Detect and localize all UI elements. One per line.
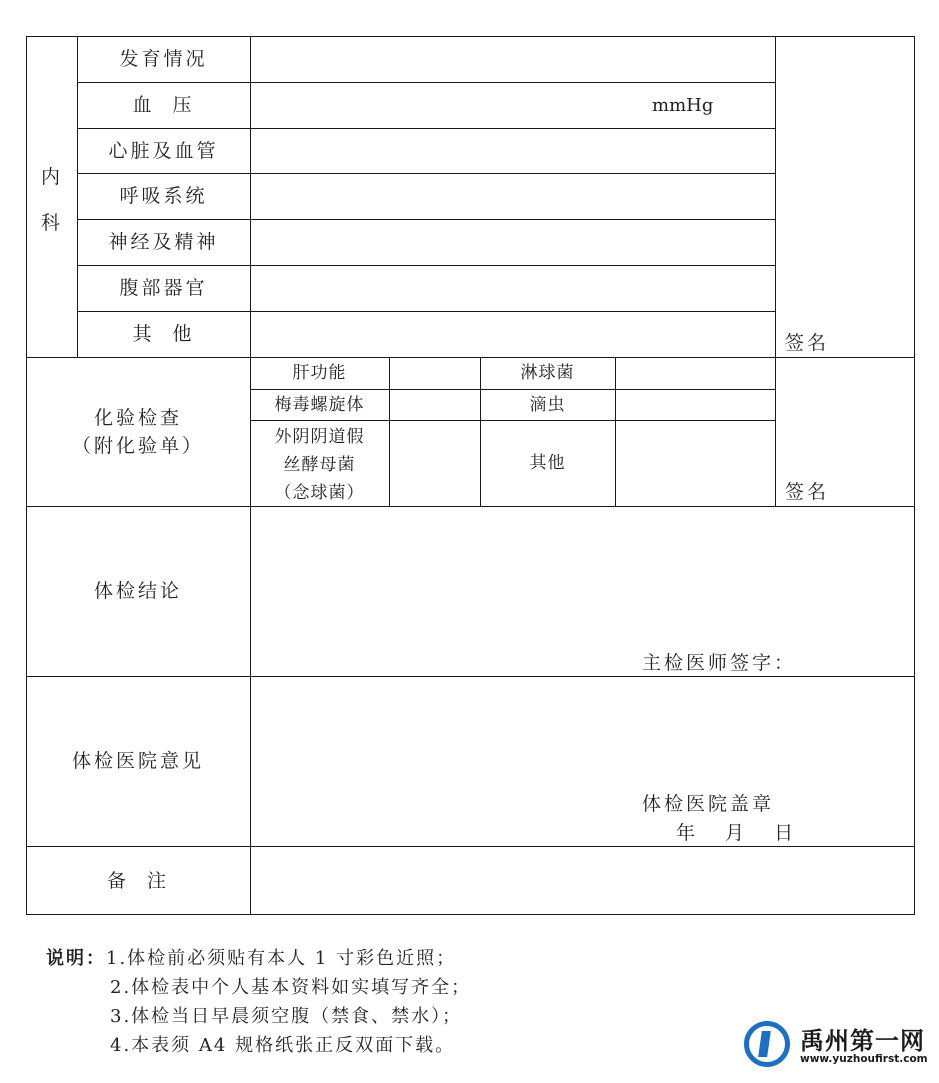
lab-item-liver: 肝功能 xyxy=(292,363,347,383)
internal-signature-label: 签名 xyxy=(785,332,830,354)
row-label-nervous: 神经及精神 xyxy=(108,231,219,253)
lab-item-candida-line2: 丝酵母菌 xyxy=(283,455,356,475)
lab-item-candida: 外阴阴道假 xyxy=(274,427,365,447)
grid-line xyxy=(26,357,915,358)
grid-line xyxy=(26,676,915,677)
logo-name: 禹州第一网 xyxy=(800,1027,925,1055)
conclusion-label: 体检结论 xyxy=(93,580,182,602)
lab-item-candida-line3: （念球菌） xyxy=(274,483,365,503)
grid-line xyxy=(250,420,775,421)
instruction-item: 3.体检当日早晨须空腹（禁食、禁水）； xyxy=(110,1006,463,1027)
logo-url: www.yuzhoufirst.com xyxy=(800,1053,928,1065)
grid-line xyxy=(250,389,775,390)
lab-signature-label: 签名 xyxy=(785,481,830,503)
doctor-signature-label: 主检医师签字： xyxy=(642,652,797,674)
row-label-abdominal: 腹部器官 xyxy=(119,277,208,299)
grid-line xyxy=(26,846,915,847)
instructions xyxy=(46,944,471,1060)
date-label: 年 月 日 xyxy=(676,822,800,844)
remarks-label: 备 注 xyxy=(106,870,170,892)
instruction-item: 2.体检表中个人基本资料如实填写齐全； xyxy=(110,977,472,998)
row-label-other: 其 他 xyxy=(132,323,195,345)
grid-line xyxy=(77,82,775,83)
instructions-label: 说明： xyxy=(46,948,106,969)
row-label-development: 发育情况 xyxy=(119,48,208,70)
grid-line xyxy=(26,506,915,507)
grid-line xyxy=(775,36,776,506)
grid-line xyxy=(77,128,775,129)
blood-pressure-unit: mmHg xyxy=(652,95,714,116)
lab-section-sublabel: （附化验单） xyxy=(71,435,204,457)
table-border-top xyxy=(26,36,915,37)
row-label-respiratory: 呼吸系统 xyxy=(119,185,208,207)
hospital-opinion-label: 体检医院意见 xyxy=(71,750,204,772)
grid-line xyxy=(77,265,775,266)
table-border-left xyxy=(26,36,27,915)
grid-line xyxy=(77,219,775,220)
row-label-heart: 心脏及血管 xyxy=(108,140,219,162)
instruction-item: 4.本表须 A4 规格纸张正反双面下载。 xyxy=(110,1035,456,1056)
lab-section-label: 化验检查 xyxy=(93,407,182,429)
table-border-bottom xyxy=(26,914,915,915)
lab-item-gonococcus: 淋球菌 xyxy=(520,363,575,383)
grid-line xyxy=(615,357,616,506)
site-logo xyxy=(744,1019,928,1075)
internal-medicine-section-label: 内 科 xyxy=(40,166,63,234)
instruction-item: 1.体检前必须贴有本人 1 寸彩色近照； xyxy=(106,948,457,969)
grid-line xyxy=(389,357,390,506)
lab-item-trichomonas: 滴虫 xyxy=(529,395,566,415)
lab-item-other: 其他 xyxy=(529,453,566,473)
row-label-blood-pressure: 血 压 xyxy=(132,94,195,116)
lab-item-syphilis: 梅毒螺旋体 xyxy=(274,395,365,415)
hospital-seal-label: 体检医院盖章 xyxy=(642,793,775,815)
table-border-right xyxy=(914,36,915,915)
grid-line xyxy=(77,311,775,312)
grid-line xyxy=(77,173,775,174)
